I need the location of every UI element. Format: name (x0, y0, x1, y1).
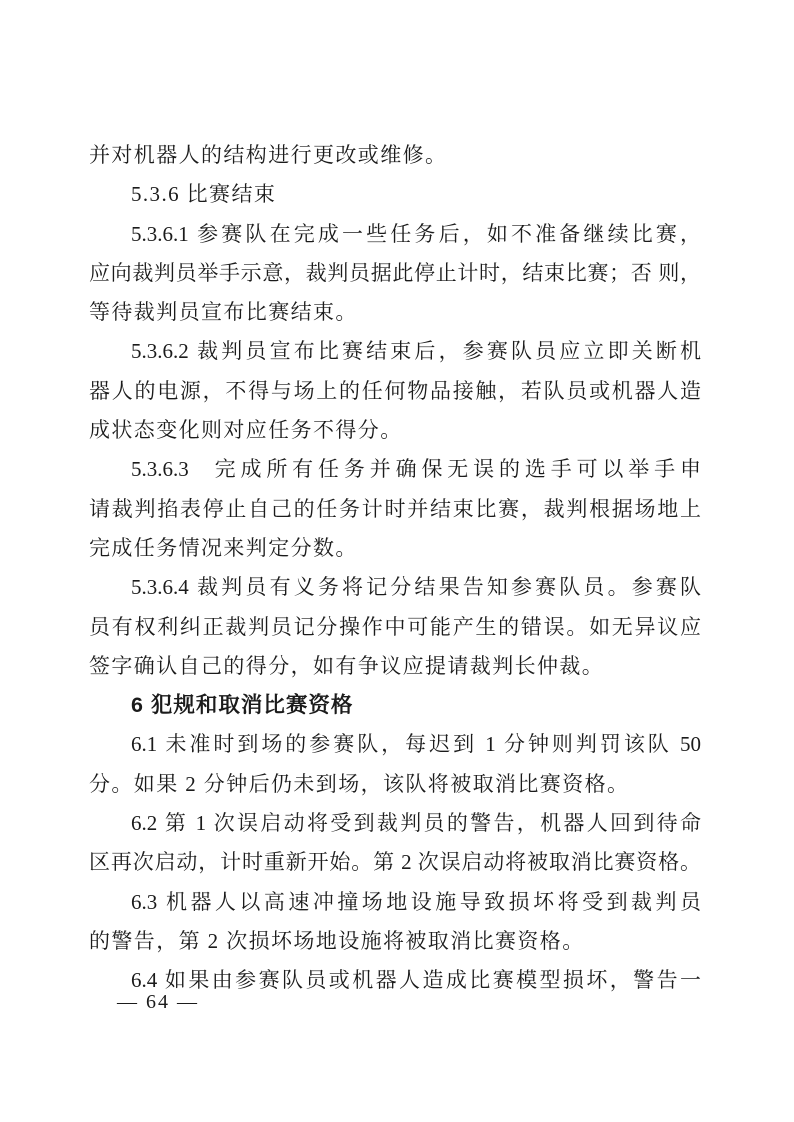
text-line: 5.3.6.1 参赛队在完成一些任务后，如不准备继续比赛， (131, 221, 701, 246)
text-line: 6.2 第 1 次误启动将受到裁判员的警告，机器人回到待命 (131, 811, 701, 836)
text-line: 等待裁判员宣布比赛结束。 (89, 300, 358, 325)
text-line: 区再次启动，计时重新开始。第 2 次误启动将被取消比赛资格。 (89, 850, 701, 875)
text-line: 员有权利纠正裁判员记分操作中可能产生的错误。如无异议应 (89, 614, 701, 639)
text-line: 5.3.6 比赛结束 (131, 182, 277, 207)
text-line: 请裁判掐表停止自己的任务计时并结束比赛，裁判根据场地上 (89, 496, 701, 521)
text-line: 6.3 机器人以高速冲撞场地设施导致损坏将受到裁判员 (131, 889, 701, 914)
text-line: 完成任务情况来判定分数。 (89, 535, 358, 560)
section-heading: 6 犯规和取消比赛资格 (131, 693, 354, 718)
text-line: 分。如果 2 分钟后仍未到场，该队将被取消比赛资格。 (89, 771, 630, 796)
text-line: 5.3.6.4 裁判员有义务将记分结果告知参赛队员。参赛队 (131, 575, 701, 600)
text-line: 5.3.6.2 裁判员宣布比赛结束后，参赛队员应立即关断机 (131, 339, 701, 364)
text-line: 5.3.6.3 完成所有任务并确保无误的选手可以举手申 (131, 457, 701, 482)
text-line: 器人的电源，不得与场上的任何物品接触，若队员或机器人造 (89, 378, 701, 403)
page-number: — 64 — (117, 991, 199, 1013)
text-line: 并对机器人的结构进行更改或维修。 (89, 143, 448, 167)
text-line: 的警告，第 2 次损坏场地设施将被取消比赛资格。 (89, 928, 585, 953)
text-line: 签字确认自己的得分，如有争议应提请裁判长仲裁。 (89, 653, 605, 678)
text-line: 6.1 未准时到场的参赛队，每迟到 1 分钟则判罚该队 50 (131, 732, 701, 757)
text-line: 成状态变化则对应任务不得分。 (89, 418, 403, 443)
text-line: 6.4 如果由参赛队员或机器人造成比赛模型损坏，警告一 (131, 968, 701, 993)
text-line: 应向裁判员举手示意，裁判员据此停止计时，结束比赛；否 则， (89, 260, 701, 285)
body-text (89, 136, 701, 1001)
